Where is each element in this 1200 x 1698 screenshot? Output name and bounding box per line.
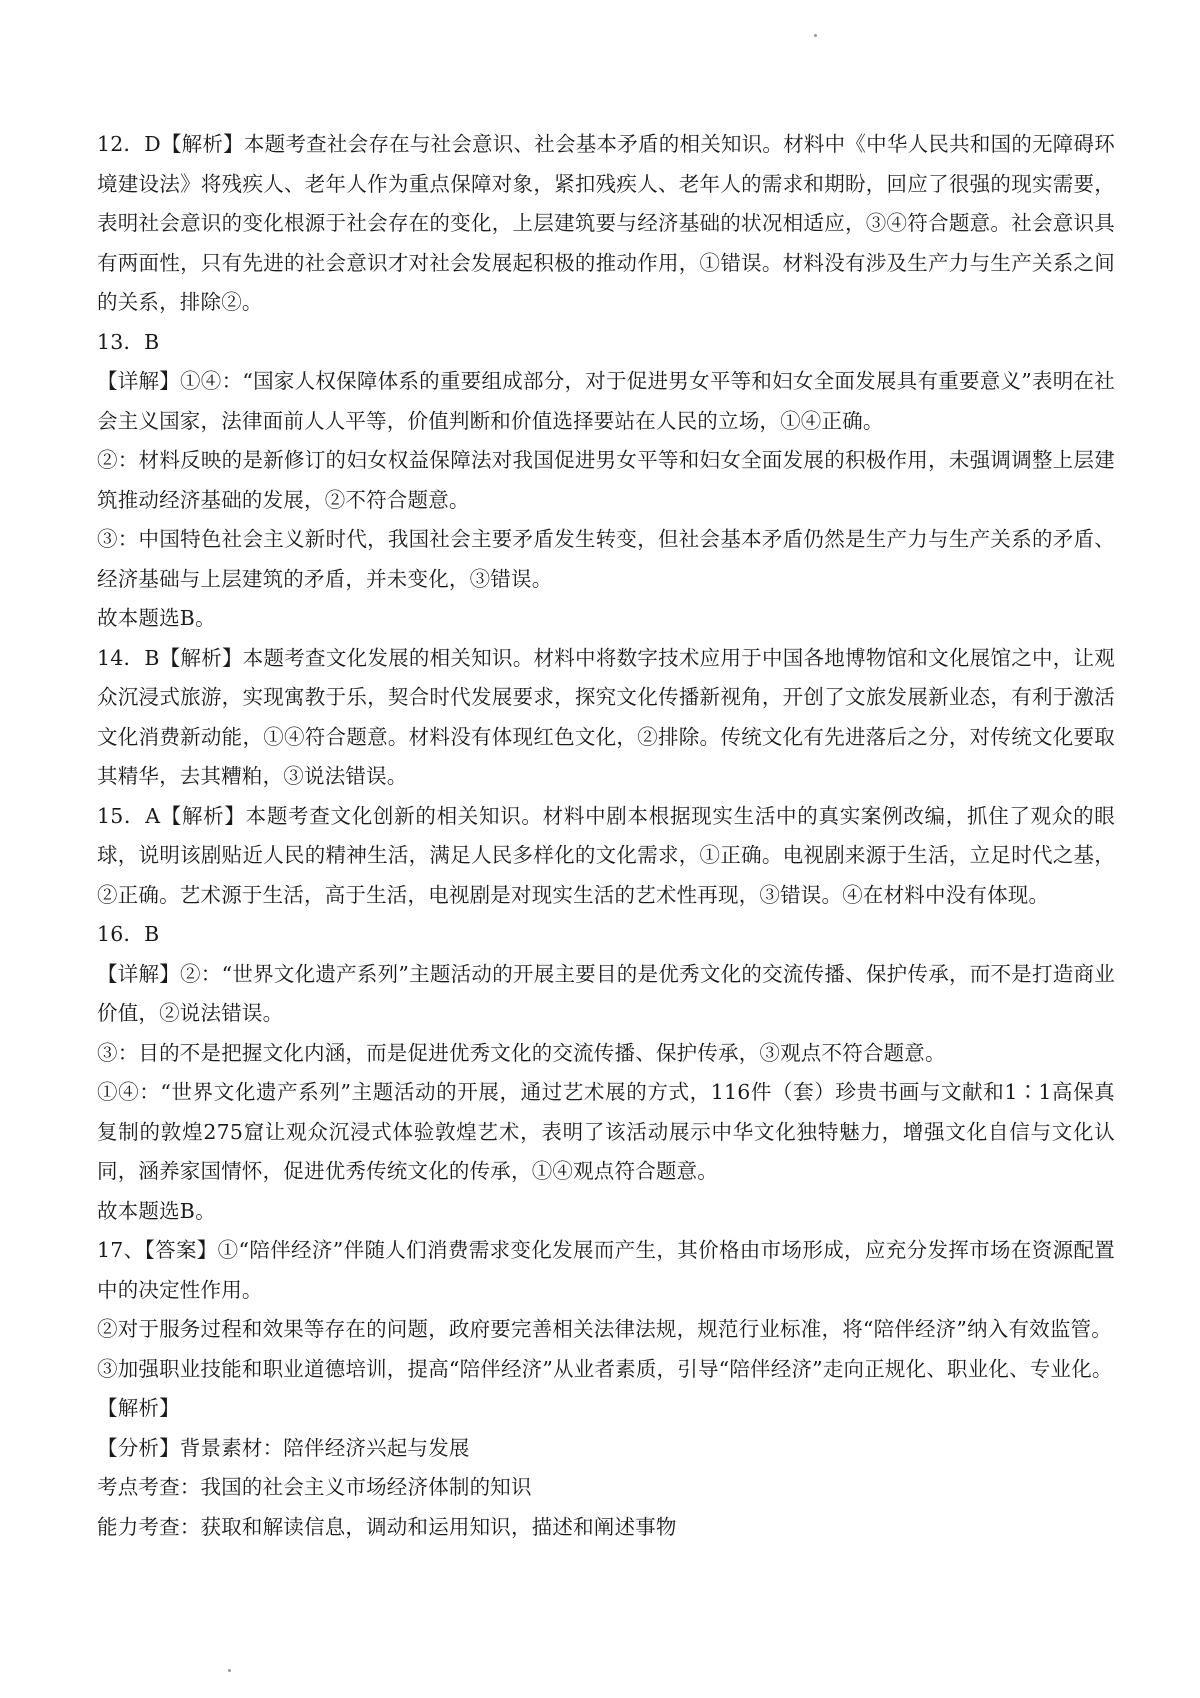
- q16-detail-3: ③：目的不是把握文化内涵，而是促进优秀文化的交流传播、保护传承，③观点不符合题意。: [97, 1040, 946, 1065]
- q17-answer-3: ③加强职业技能和职业道德培训，提高“陪伴经济”从业者素质，引导“陪伴经济”走向正规化、职业化、专业化。: [97, 1356, 1113, 1381]
- q17-knowledge-point: 考点考查：我国的社会主义市场经济体制的知识: [97, 1475, 532, 1499]
- q13-answer: 13．B: [97, 329, 160, 354]
- scan-speck: [814, 34, 817, 37]
- q17-ability: 能力考查：获取和解读信息，调动和运用知识，描述和阐述事物: [97, 1514, 677, 1539]
- q13-detail-14: 【详解】①④：“国家人权保障体系的重要组成部分，对于促进男女平等和妇女全面发展具有重要意义”表明在社会主义国家，法律面前人人平等，价值判断和价值选择要站在人民的立场，①④正确。: [97, 369, 1115, 433]
- q12-analysis: 12．D【解析】本题考查社会存在与社会意识、社会基本矛盾的相关知识。材料中《中华人民共和国的无障碍环境建设法》将残疾人、老年人作为重点保障对象，紧扣残疾人、老年人的需求和期盼，回应了很强的现实需要，表明社会意识的变化根源于社会存在的变化，上层建筑要与经济基础的状况相适应，③④符合题意。社会意识具有两面性，只有先进的社会意识才对社会发展起积极的推动作用，①错误。材料没有涉及生产力与生产关系之间的关系，排除②。: [97, 132, 1115, 314]
- q13-detail-2: ②：材料反映的是新修订的妇女权益保障法对我国促进男女平等和妇女全面发展的积极作用，未强调调整上层建筑推动经济基础的发展，②不符合题意。: [97, 448, 1115, 512]
- q16-detail-2: 【详解】②：“世界文化遗产系列”主题活动的开展主要目的是优秀文化的交流传播、保护传承，而不是打造商业价值，②说法错误。: [97, 961, 1115, 1025]
- q13-conclusion: 故本题选B。: [97, 606, 216, 630]
- q15-analysis: 15．A【解析】本题考查文化创新的相关知识。材料中剧本根据现实生活中的真实案例改编，抓住了观众的眼球，说明该剧贴近人民的精神生活，满足人民多样化的文化需求，①正确。电视剧来源于生活，立足时代之基，②正确。艺术源于生活，高于生活，电视剧是对现实生活的艺术性再现，③错误。④在材料中没有体现。: [97, 803, 1115, 907]
- q17-analysis-heading: 【解析】: [97, 1396, 180, 1420]
- q17-background: 【分析】背景素材：陪伴经济兴起与发展: [97, 1435, 470, 1460]
- scan-speck: [228, 1669, 231, 1672]
- q17-answer-1: 17、【答案】①“陪伴经济”伴随人们消费需求变化发展而产生，其价格由市场形成，应充分发挥市场在资源配置中的决定性作用。: [97, 1238, 1115, 1302]
- q16-answer: 16．B: [97, 922, 160, 946]
- q14-analysis: 14．B【解析】本题考查文化发展的相关知识。材料中将数字技术应用于中国各地博物馆和文化展馆之中，让观众沉浸式旅游，实现寓教于乐，契合时代发展要求，探究文化传播新视角，开创了文旅发展新业态，有利于激活文化消费新动能，①④符合题意。材料没有体现红色文化，②排除。传统文化有先进落后之分，对传统文化要取其精华，去其糟粕，③说法错误。: [97, 645, 1115, 788]
- q16-detail-14: ①④：“世界文化遗产系列”主题活动的开展，通过艺术展的方式，116件（套）珍贵书画与文献和1∶1高保真复制的敦煌275窟让观众沉浸式体验敦煌艺术，表明了该活动展示中华文化独特魅力，增强文化自信与文化认同，涵养家国情怀，促进优秀传统文化的传承，①④观点符合题意。: [97, 1080, 1115, 1183]
- answer-explanations: [97, 125, 1115, 1547]
- q17-answer-2: ②对于服务过程和效果等存在的问题，政府要完善相关法律法规，规范行业标准，将“陪伴经济”纳入有效监管。: [97, 1317, 1112, 1341]
- q13-detail-3: ③：中国特色社会主义新时代，我国社会主要矛盾发生转变，但社会基本矛盾仍然是生产力与生产关系的矛盾、经济基础与上层建筑的矛盾，并未变化，③错误。: [97, 527, 1115, 591]
- q16-conclusion: 故本题选B。: [97, 1198, 216, 1223]
